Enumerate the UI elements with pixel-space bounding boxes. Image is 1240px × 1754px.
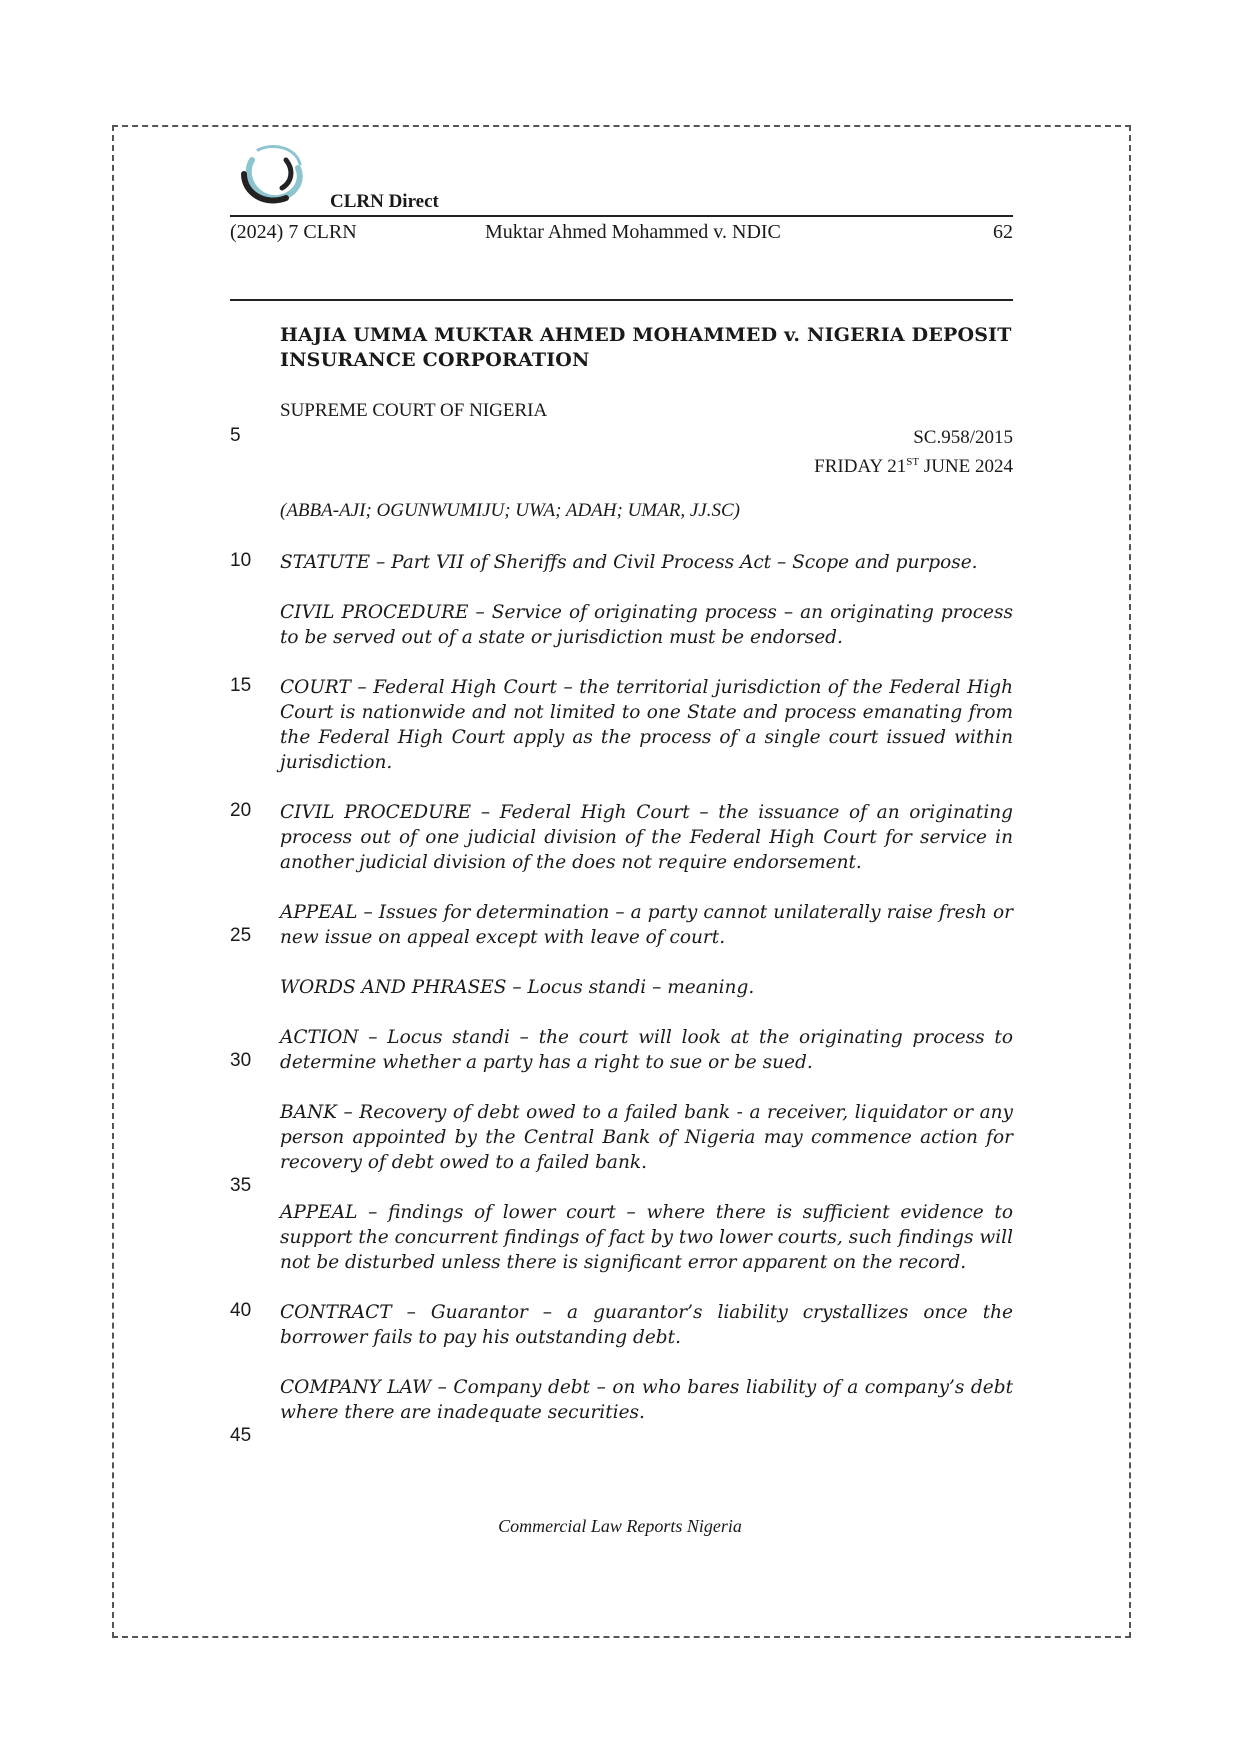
catchword-paragraph: ACTION – Locus standi – the court will look at the originating process to determine whether a party has a right to sue or be sued. (280, 1027, 1013, 1073)
brand-name: CLRN Direct (330, 191, 439, 212)
suit-number: SC.958/2015 (913, 427, 1013, 448)
line-number: 20 (230, 800, 252, 821)
line-number: 45 (230, 1425, 252, 1446)
catchword-paragraph: APPEAL – findings of lower court – where there is sufficient evidence to support the concurrent findings of fact by two lower courts, such findings will not be disturbed unless there is significant error apparent on the record. (280, 1202, 1013, 1273)
page-footer: Commercial Law Reports Nigeria (498, 1516, 742, 1536)
line-number: 10 (230, 550, 252, 571)
line-number: 5 (230, 425, 241, 446)
catchword-paragraph: WORDS AND PHRASES – Locus standi – meaning. (280, 977, 755, 998)
line-number: 15 (230, 675, 252, 696)
catchword-paragraph: COURT – Federal High Court – the territorial jurisdiction of the Federal High Court is nationwide and not limited to one State and process emanating from the Federal High Court apply as the process of a single court issued within jurisdiction. (280, 677, 1013, 773)
catchword-paragraph: APPEAL – Issues for determination – a party cannot unilaterally raise fresh or new issue on appeal except with leave of court. (280, 902, 1013, 948)
catchword-paragraph: CONTRACT – Guarantor – a guarantor’s liability crystallizes once the borrower fails to pay his outstanding debt. (280, 1302, 1013, 1348)
judgment-date (814, 450, 1013, 479)
clrn-logo-icon (238, 140, 310, 212)
section-rule (230, 299, 1013, 301)
catchword-paragraph: CIVIL PROCEDURE – Federal High Court – the issuance of an originating process out of one judicial division of the Federal High Court for service in another judicial division of the does not require endorsement. (280, 802, 1013, 873)
page-number: 62 (993, 221, 1013, 243)
running-case-title: Muktar Ahmed Mohammed v. NDIC (485, 221, 781, 243)
line-number: 40 (230, 1300, 252, 1321)
case-title: HAJIA UMMA MUKTAR AHMED MOHAMMED v. NIGERIA DEPOSIT INSURANCE CORPORATION (280, 324, 1012, 371)
line-number: 30 (230, 1050, 252, 1071)
line-number: 35 (230, 1175, 252, 1196)
date-suffix: JUNE 2024 (919, 456, 1013, 477)
date-prefix: FRIDAY 21 (814, 456, 907, 477)
catchword-paragraph: STATUTE – Part VII of Sheriffs and Civil Process Act – Scope and purpose. (280, 552, 978, 573)
catchword-paragraph: CIVIL PROCEDURE – Service of originating process – an originating process to be served out of a state or jurisdiction must be endorsed. (280, 602, 1013, 648)
line-number: 25 (230, 925, 252, 946)
date-ordinal: ST (906, 456, 920, 468)
suit-block (814, 425, 1013, 479)
header-rule (230, 215, 1013, 217)
coram: (ABBA-AJI; OGUNWUMIJU; UWA; ADAH; UMAR, JJ.SC) (280, 500, 740, 521)
court-name: SUPREME COURT OF NIGERIA (280, 400, 548, 421)
catchword-paragraph: COMPANY LAW – Company debt – on who bares liability of a company’s debt where there are inadequate securities. (280, 1377, 1013, 1423)
report-citation: (2024) 7 CLRN (230, 221, 357, 243)
catchword-paragraph: BANK – Recovery of debt owed to a failed bank - a receiver, liquidator or any person appointed by the Central Bank of Nigeria may commence action for recovery of debt owed to a failed bank. (280, 1102, 1013, 1173)
